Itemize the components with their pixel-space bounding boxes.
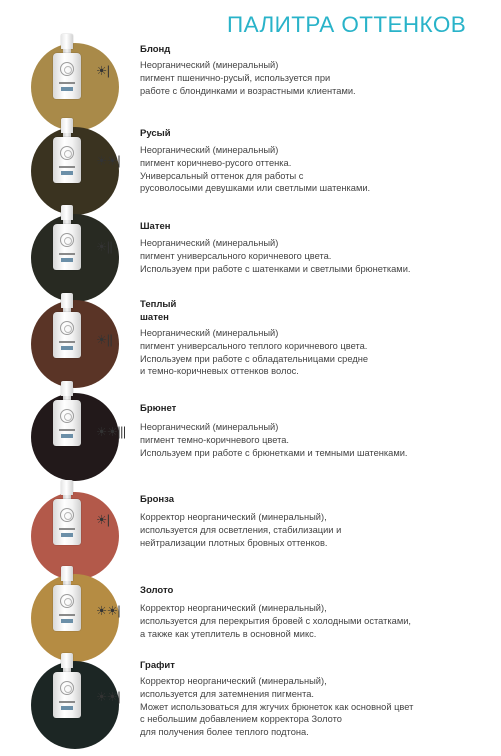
shade-description bbox=[140, 675, 492, 739]
description-line: Корректор неорганический (минеральный), bbox=[140, 512, 327, 522]
shade-name bbox=[140, 128, 200, 141]
description-line: Используем при работе с обладательницами средне bbox=[140, 353, 369, 364]
shade-name-line: шатен bbox=[140, 311, 169, 323]
lightness-indicator: ☀| bbox=[96, 64, 110, 78]
shade-description bbox=[140, 327, 492, 378]
shade-description bbox=[140, 237, 492, 275]
lightness-indicator: ☀|| bbox=[96, 333, 113, 347]
description-line: пигмент универсального теплого коричневого цвета. bbox=[140, 340, 368, 351]
lightness-indicator: ☀☀||| bbox=[96, 425, 126, 439]
description-line: русоволосыми девушками или светлыми шатенками. bbox=[140, 183, 371, 194]
shade-name-line: Блонд bbox=[140, 44, 171, 55]
description-line: используется для перекрытия бровей с холодными остатками, bbox=[140, 615, 411, 626]
description-line: Неорганический (минеральный) bbox=[140, 60, 279, 70]
shade-name bbox=[140, 660, 200, 673]
description-line: Используем при работе с шатенками и светлыми брюнетками. bbox=[140, 263, 411, 274]
description-line: с небольшим добавлением корректора Золото bbox=[140, 714, 342, 725]
shade-name-line: Брюнет bbox=[140, 403, 177, 414]
shade-description bbox=[140, 144, 492, 195]
description-line: пигмент темно-коричневого цвета. bbox=[140, 434, 289, 445]
shade-name bbox=[140, 299, 200, 324]
lightness-indicator: ☀☀| bbox=[96, 690, 121, 704]
shade-name-line: Графит bbox=[140, 660, 175, 671]
shade-name bbox=[140, 585, 200, 598]
description-line: Корректор неорганический (минеральный), bbox=[140, 603, 327, 613]
shade-description bbox=[140, 511, 492, 549]
description-line: Универсальный оттенок для работы с bbox=[140, 170, 304, 181]
shade-name-line: Теплый bbox=[140, 299, 177, 310]
description-line: Может использоваться для жгучих брюнеток как основной цвет bbox=[140, 701, 414, 712]
description-line: используется для затемнения пигмента. bbox=[140, 688, 314, 699]
description-line: работе с блондинками и возрастными клиентами. bbox=[140, 85, 356, 96]
shade-name bbox=[140, 403, 200, 416]
description-line: используется для осветления, стабилизации и bbox=[140, 524, 342, 535]
description-line: и темно-коричневых оттенков волос. bbox=[140, 366, 299, 377]
description-line: Неорганический (минеральный) bbox=[140, 145, 279, 155]
description-line: пигмент универсального коричневого цвета. bbox=[140, 250, 332, 261]
shade-name bbox=[140, 494, 200, 507]
shade-description bbox=[140, 421, 492, 459]
description-line: пигмент пшенично-русый, используется при bbox=[140, 72, 331, 83]
shade-description bbox=[140, 59, 492, 97]
shade-name bbox=[140, 44, 200, 57]
description-line: нейтрализации плотных бровных оттенков. bbox=[140, 537, 328, 548]
description-line: для получения более теплого подтона. bbox=[140, 727, 309, 738]
shade-name-line: Шатен bbox=[140, 221, 171, 232]
description-line: Неорганический (минеральный) bbox=[140, 238, 279, 248]
shade-name bbox=[140, 221, 200, 234]
shade-name-line: Русый bbox=[140, 128, 171, 139]
lightness-indicator: ☀| bbox=[96, 513, 110, 527]
description-line: Корректор неорганический (минеральный), bbox=[140, 676, 327, 686]
description-line: Используем при работе с брюнетками и темными шатенками. bbox=[140, 447, 408, 458]
shade-name-line: Золото bbox=[140, 585, 174, 596]
lightness-indicator: ☀☀| bbox=[96, 604, 121, 618]
description-line: пигмент коричнево-русого оттенка. bbox=[140, 157, 292, 168]
lightness-indicator: ☀☀| bbox=[96, 154, 121, 168]
lightness-indicator: ☀|| bbox=[96, 240, 113, 254]
description-line: а также как утеплитель в основной микс. bbox=[140, 628, 317, 639]
shade-name-line: Бронза bbox=[140, 494, 175, 505]
description-line: Неорганический (минеральный) bbox=[140, 422, 279, 432]
shade-description bbox=[140, 602, 492, 640]
description-line: Неорганический (минеральный) bbox=[140, 328, 279, 338]
page-title: ПАЛИТРА ОТТЕНКОВ bbox=[227, 12, 467, 37]
